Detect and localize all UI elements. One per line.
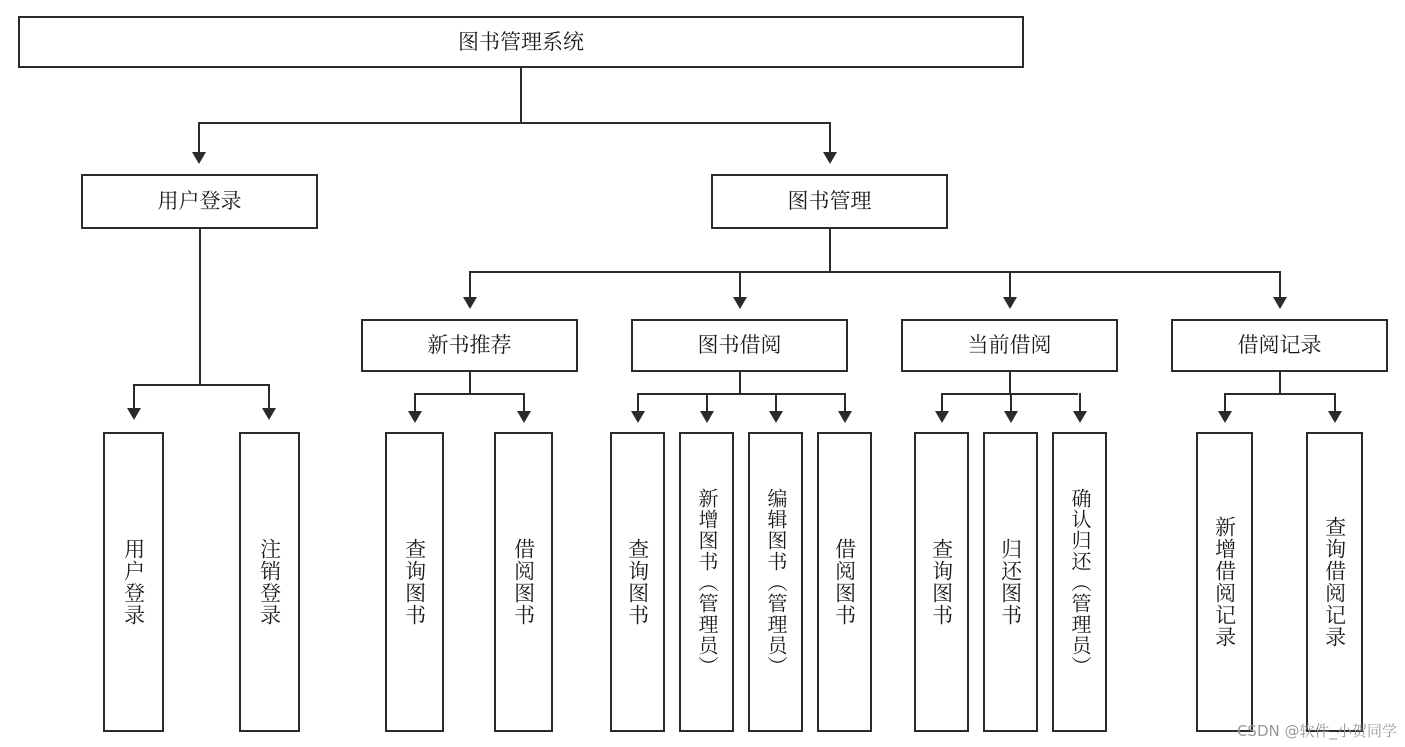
node-book-management-label: 图书管理 [787,189,872,214]
edge-bookmgmt-down [829,229,831,272]
edge-borrow-c3 [775,393,777,413]
node-borrow-child-3-label: 编辑图书（管理员） [764,487,788,677]
edge-to-current [1009,271,1011,299]
edge-record-bus [1224,393,1335,395]
node-current-child-3 [1052,432,1107,732]
edge-recommend-down [469,372,471,394]
node-borrow-record [1171,319,1388,372]
edge-current-c1 [941,393,943,413]
node-book-borrow-label: 图书借阅 [697,333,782,358]
node-record-child-1 [1196,432,1253,732]
node-borrow-child-1-label: 查询图书 [625,538,650,626]
node-current-child-2 [983,432,1038,732]
node-record-child-2 [1306,432,1363,732]
arrow-to-login [192,152,206,164]
edge-borrow-bus [637,393,844,395]
edge-root-down [520,68,522,123]
arrow-current-c1 [935,411,949,423]
node-borrow-child-2 [679,432,734,732]
node-borrow-child-4 [817,432,872,732]
edge-level2-bus [469,271,1280,273]
edge-borrow-c2 [706,393,708,413]
arrow-current-c2 [1004,411,1018,423]
edge-to-borrow [739,271,741,299]
node-root-label: 图书管理系统 [458,29,584,54]
arrow-to-bookmgmt [823,152,837,164]
edge-record-c1 [1224,393,1226,413]
arrow-borrow-c2 [700,411,714,423]
arrow-borrow-c1 [631,411,645,423]
edge-borrow-down [739,372,741,394]
arrow-to-current [1003,297,1017,309]
node-new-book-recommend [361,319,578,372]
edge-login-c1 [133,384,135,410]
edge-current-c2 [1010,393,1012,413]
edge-login-down [199,229,201,385]
edge-to-bookmgmt [829,122,831,154]
arrow-login-c1 [127,408,141,420]
node-current-child-1-label: 查询图书 [929,538,954,626]
node-login-child-1 [103,432,164,732]
edge-borrow-c1 [637,393,639,413]
edge-to-recommend [469,271,471,299]
node-login-child-2 [239,432,300,732]
node-recommend-child-2 [494,432,553,732]
edge-login-bus [133,384,268,386]
arrow-login-c2 [262,408,276,420]
edge-login-c2 [268,384,270,410]
edge-to-record [1279,271,1281,299]
edge-to-login [198,122,200,154]
node-record-child-2-label: 查询借阅记录 [1322,516,1347,648]
arrow-to-record [1273,297,1287,309]
node-borrow-child-4-label: 借阅图书 [832,538,857,626]
arrow-recommend-c1 [408,411,422,423]
node-current-borrow [901,319,1118,372]
edge-record-down [1279,372,1281,394]
node-login-child-1-label: 用户登录 [121,538,146,626]
node-current-child-3-label: 确认归还（管理员） [1068,487,1092,677]
node-record-child-1-label: 新增借阅记录 [1212,516,1237,648]
node-recommend-child-2-label: 借阅图书 [511,538,536,626]
node-borrow-child-2-label: 新增图书（管理员） [695,487,719,677]
arrow-recommend-c2 [517,411,531,423]
node-book-borrow [631,319,848,372]
node-current-borrow-label: 当前借阅 [967,333,1052,358]
arrow-to-borrow [733,297,747,309]
edge-level1-bus [198,122,830,124]
node-new-book-recommend-label: 新书推荐 [427,333,512,358]
edge-record-c2 [1334,393,1336,413]
edge-recommend-c2 [523,393,525,413]
node-borrow-record-label: 借阅记录 [1237,333,1322,358]
edge-borrow-c4 [844,393,846,413]
edge-recommend-c1 [414,393,416,413]
node-book-management [711,174,948,229]
watermark-text: CSDN @软件_小贺同学 [1236,722,1397,740]
arrow-record-c2 [1328,411,1342,423]
arrow-current-c3 [1073,411,1087,423]
edge-current-down [1009,372,1011,394]
node-current-child-2-label: 归还图书 [998,538,1023,626]
node-current-child-1 [914,432,969,732]
node-recommend-child-1 [385,432,444,732]
arrow-borrow-c4 [838,411,852,423]
arrow-to-recommend [463,297,477,309]
node-recommend-child-1-label: 查询图书 [402,538,427,626]
node-borrow-child-3 [748,432,803,732]
node-login-child-2-label: 注销登录 [257,538,282,626]
node-user-login-label: 用户登录 [157,189,242,214]
arrow-record-c1 [1218,411,1232,423]
edge-recommend-bus [414,393,524,395]
arrow-borrow-c3 [769,411,783,423]
edge-current-c3 [1079,393,1081,413]
node-borrow-child-1 [610,432,665,732]
node-root [18,16,1024,68]
node-user-login [81,174,318,229]
